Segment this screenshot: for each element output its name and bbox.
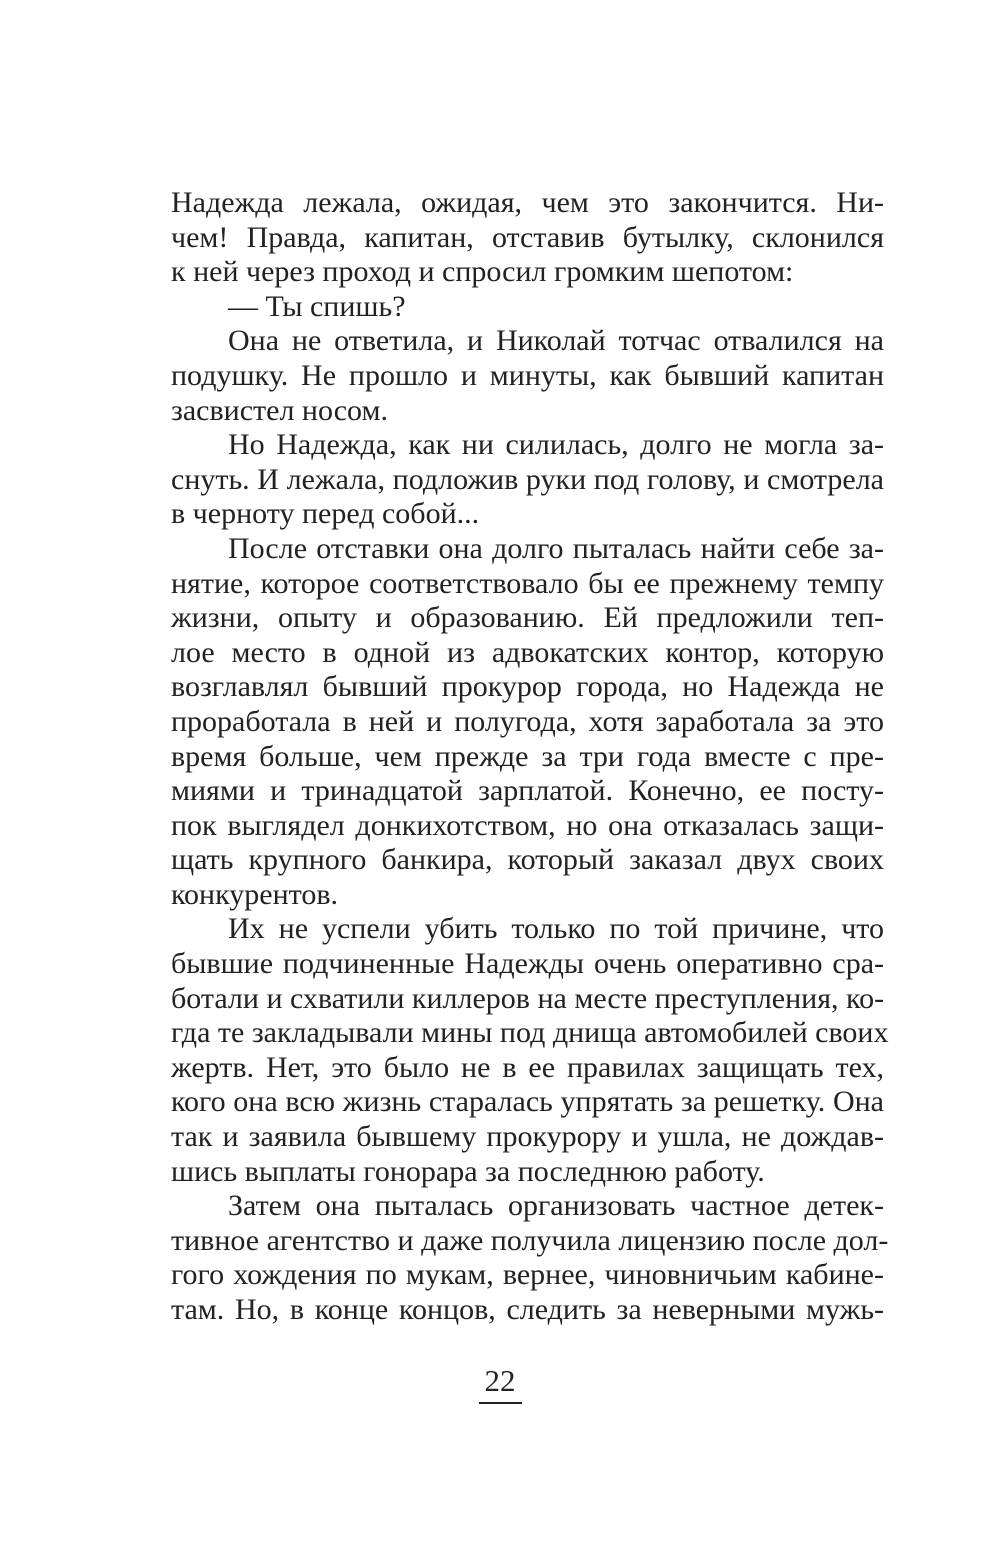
text-line: жизни, опыту и образованию. Ей предложили теп- bbox=[171, 601, 884, 635]
text-line: нятие, которое соответствовало бы ее прежнему темпу bbox=[171, 566, 884, 600]
text-line: подушку. Не прошло и минуты, как бывший капитан bbox=[171, 358, 884, 392]
text-line: снуть. И лежала, подложив руки под голову, и смотрела bbox=[171, 462, 884, 496]
text-line: в черноту перед собой... bbox=[171, 497, 480, 531]
text-line: пок выглядел донкихотством, но она отказалась защи- bbox=[171, 808, 884, 842]
text-line: щать крупного банкира, который заказал двух своих bbox=[171, 843, 884, 877]
text-line: ботали и схватили киллеров на месте преступления, ко- bbox=[171, 981, 885, 1015]
text-line: кого она всю жизнь старалась упрятать за решетку. Она bbox=[171, 1085, 884, 1119]
text-line: Но Надежда, как ни силилась, долго не могла за- bbox=[228, 428, 884, 462]
text-line: там. Но, в конце концов, следить за неверными мужь- bbox=[171, 1293, 884, 1326]
page-number-label: 22 bbox=[479, 1362, 522, 1404]
text-line: к ней через проход и спросил громким шепотом: bbox=[171, 255, 794, 289]
text-line: время больше, чем прежде за три года вместе с пре- bbox=[171, 739, 884, 773]
text-line: засвистел носом. bbox=[171, 393, 388, 427]
text-line: бывшие подчиненные Надежды очень оперативно сра- bbox=[171, 947, 884, 981]
text-line: тивное агентство и даже получила лицензию после дол- bbox=[171, 1223, 889, 1257]
text-line: миями и тринадцатой зарплатой. Конечно, ее посту- bbox=[171, 774, 884, 808]
text-line: Их не успели убить только по той причине, что bbox=[228, 912, 884, 946]
text-line: чем! Правда, капитан, отставив бутылку, склонился bbox=[171, 220, 884, 254]
text-line: гого хождения по мукам, вернее, чиновничьим кабине- bbox=[171, 1258, 884, 1292]
text-line: Она не ответила, и Николай тотчас отвалился на bbox=[228, 324, 884, 358]
text-line: лое место в одной из адвокатских контор, которую bbox=[171, 635, 884, 669]
body-text bbox=[171, 186, 889, 1328]
text-line: Затем она пыталась организовать частное детек- bbox=[228, 1189, 884, 1223]
page-number bbox=[0, 1362, 1000, 1404]
text-line: жертв. Нет, это было не в ее правилах защищать тех, bbox=[171, 1050, 884, 1084]
text-line: Надежда лежала, ожидая, чем это закончится. Ни- bbox=[171, 186, 884, 219]
text-line: шись выплаты гонорара за последнюю работу. bbox=[171, 1154, 765, 1188]
text-line: гда те закладывали мины под днища автомобилей своих bbox=[171, 1016, 889, 1050]
text-line: проработала в ней и полугода, хотя заработала за это bbox=[171, 704, 884, 738]
text-line: После отставки она долго пыталась найти себе за- bbox=[228, 531, 884, 565]
text-line: возглавлял бывший прокурор города, но Надежда не bbox=[171, 670, 884, 704]
text-line: так и заявила бывшему прокурору и ушла, не дождав- bbox=[171, 1120, 884, 1154]
text-line: конкурентов. bbox=[171, 877, 339, 911]
text-line: — Ты спишь? bbox=[228, 289, 406, 323]
